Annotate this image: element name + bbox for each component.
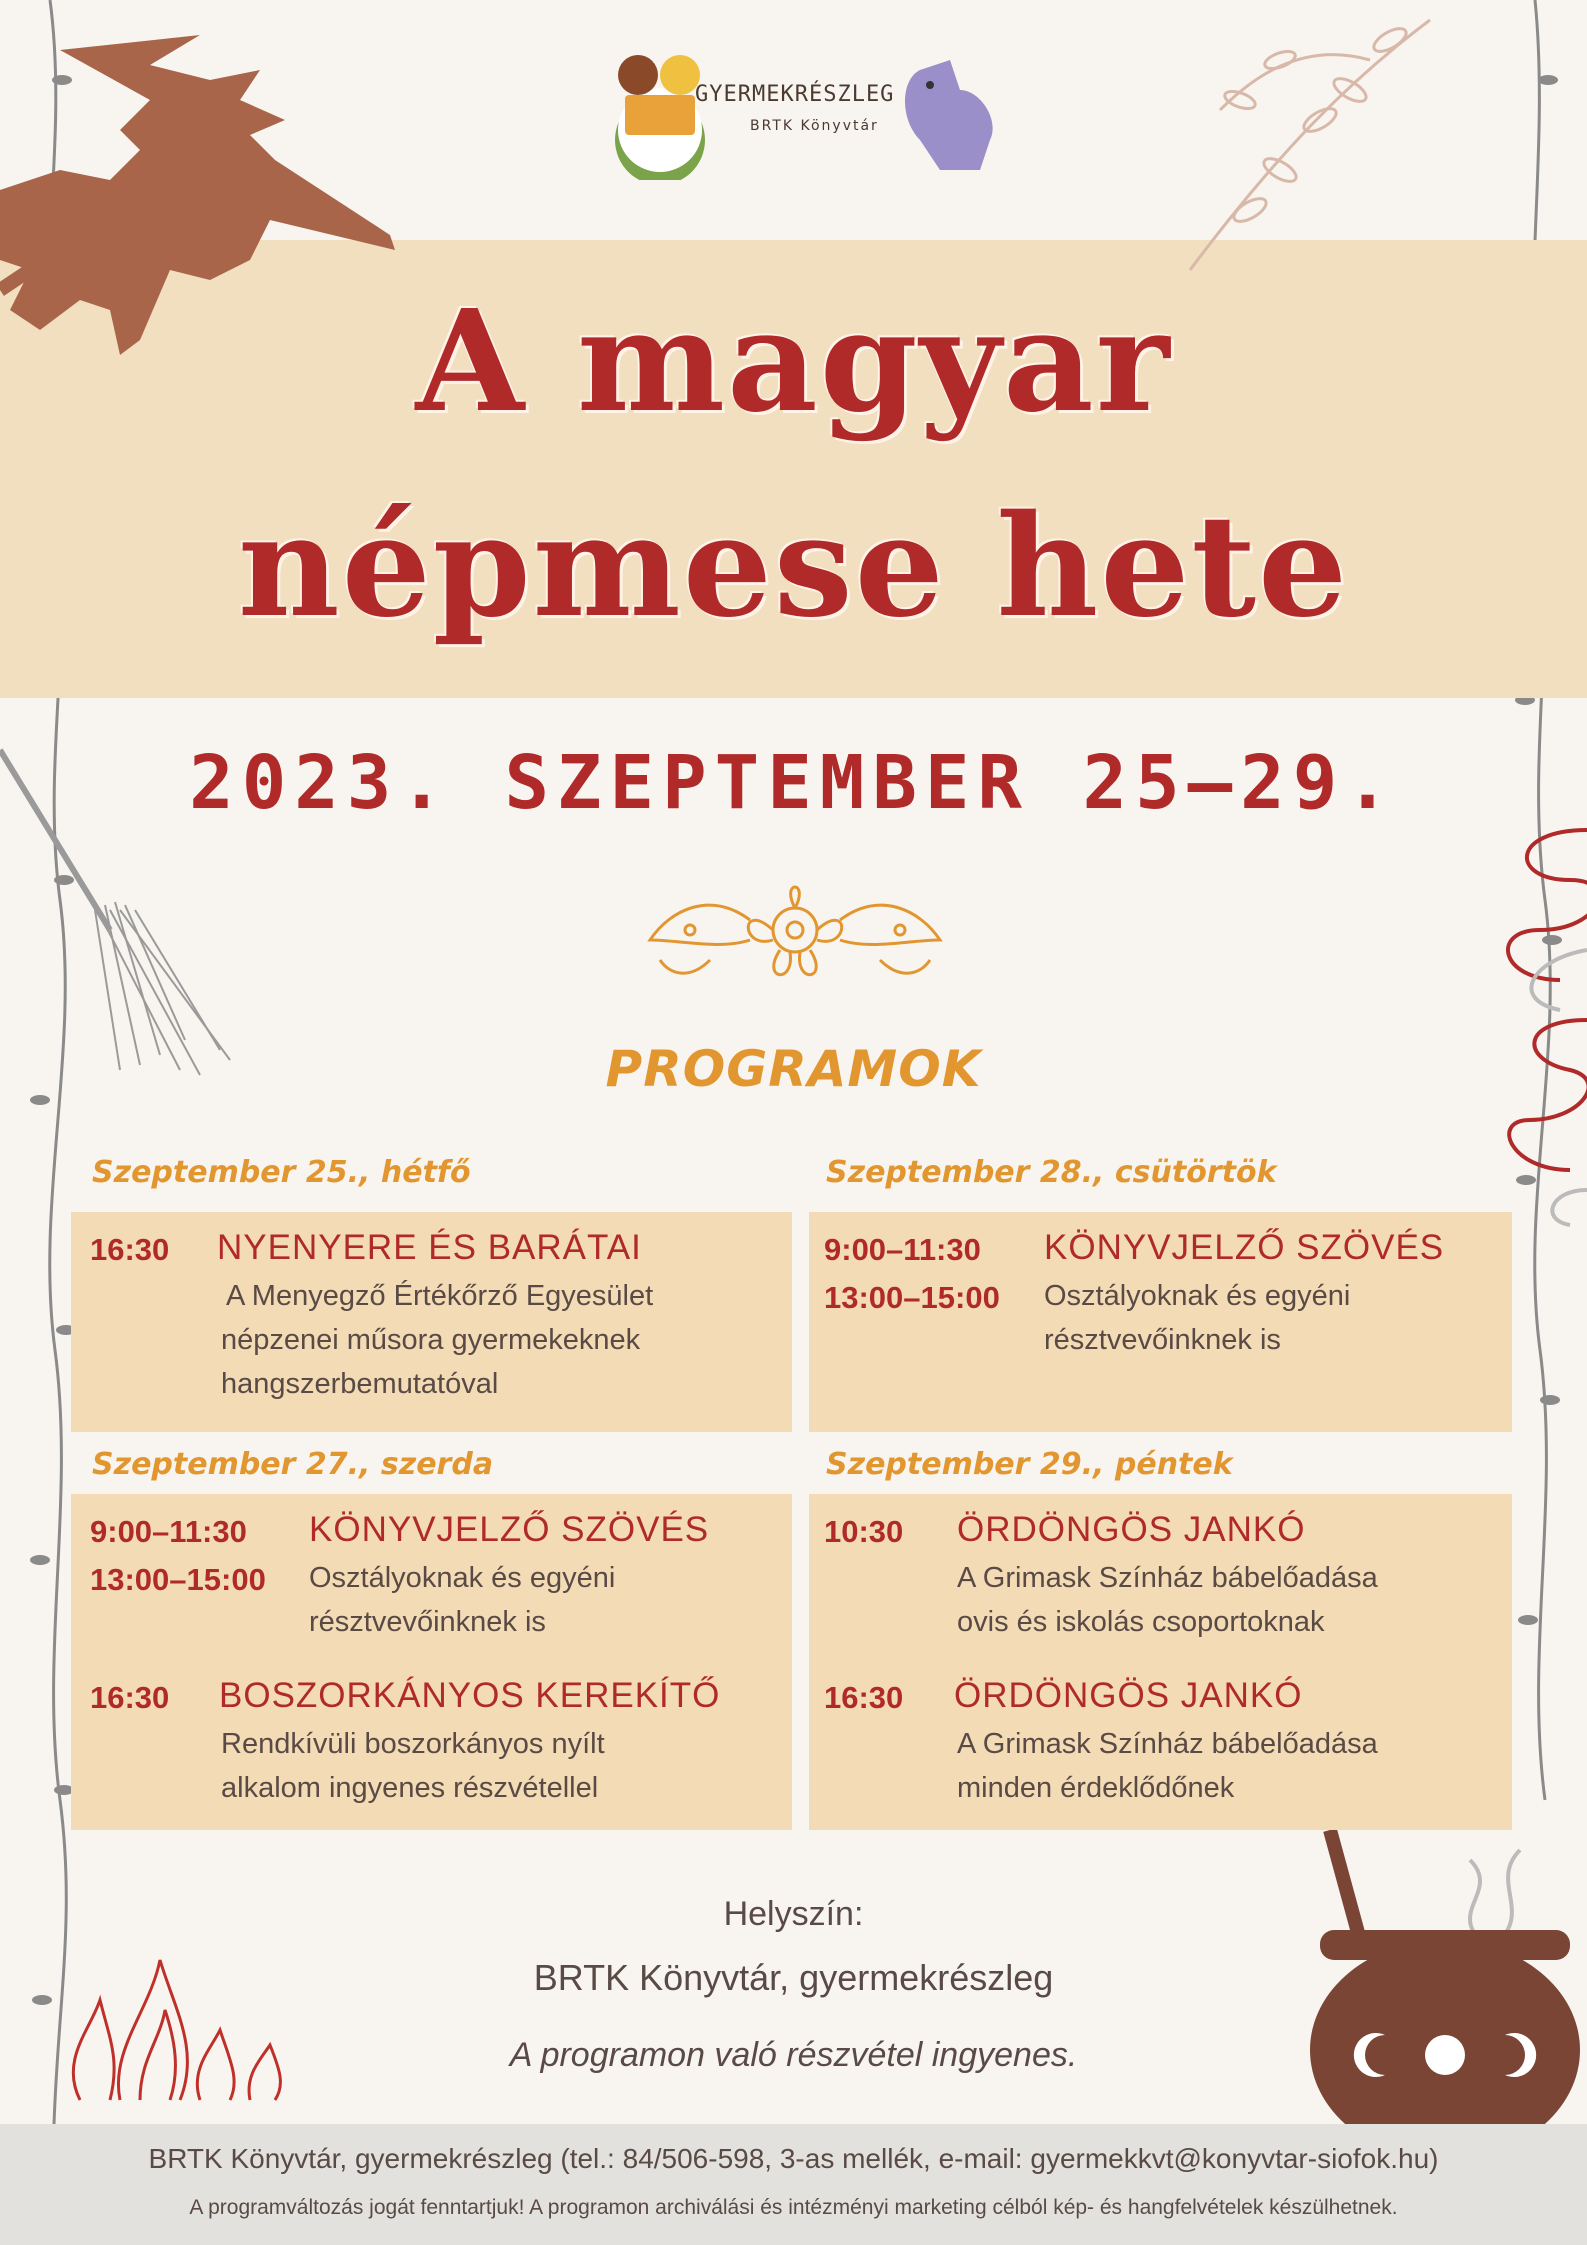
event-title: NYENYERE ÉS BARÁTAI <box>217 1228 642 1267</box>
event-desc-line: A Menyegző Értékőrző Egyesület <box>226 1280 654 1312</box>
logo-name: GYERMEKRÉSZLEG <box>695 82 895 107</box>
event-desc-line: résztvevőinknek is <box>1044 1324 1281 1356</box>
event-konyvjelzo-thu <box>809 1212 1512 1432</box>
logo-sub: BRTK Könyvtár <box>750 118 879 134</box>
event-title: ÖRDÖNGÖS JANKÓ <box>957 1510 1306 1549</box>
title-line-2: népmese hete <box>237 485 1350 649</box>
event-time: 10:30 <box>824 1514 904 1549</box>
event-time: 9:00–11:30 <box>90 1514 247 1549</box>
event-desc-line: résztvevőinknek is <box>309 1606 546 1638</box>
event-boszorkanyos <box>71 1660 792 1830</box>
event-desc-line: A Grimask Színház bábelőadása <box>957 1562 1378 1594</box>
event-desc-line: népzenei műsora gyermekeknek <box>221 1324 641 1356</box>
event-time: 16:30 <box>90 1680 170 1715</box>
floral-ornament-icon <box>630 860 960 1000</box>
library-logo <box>600 30 1020 180</box>
event-title: ÖRDÖNGÖS JANKÓ <box>954 1676 1303 1715</box>
event-desc-line: ovis és iskolás csoportoknak <box>957 1606 1325 1638</box>
event-time: 16:30 <box>824 1680 904 1715</box>
event-time: 13:00–15:00 <box>90 1562 266 1597</box>
event-title: BOSZORKÁNYOS KEREKÍTŐ <box>219 1676 721 1715</box>
branch-decoration <box>1150 0 1450 290</box>
event-title: KÖNYVJELZŐ SZÖVÉS <box>1044 1228 1445 1267</box>
smoke-decoration <box>1450 810 1587 1230</box>
location-place: BRTK Könyvtár, gyermekrészleg <box>533 1957 1054 1998</box>
day-label-sep-27: Szeptember 27., szerda <box>92 1447 494 1482</box>
footer-disclaimer: A programváltozás jogát fenntartjuk! A programon archiválási és intézményi marketing célból kép- és hangfelvételek készülhetnek. <box>189 2196 1398 2219</box>
event-nyenyere <box>71 1212 792 1432</box>
event-ordongos-2 <box>809 1660 1512 1830</box>
location-label: Helyszín: <box>723 1895 864 1933</box>
event-desc-line: A Grimask Színház bábelőadása <box>957 1728 1378 1760</box>
event-time: 16:30 <box>90 1232 170 1267</box>
event-desc-line: Osztályoknak és egyéni <box>309 1562 616 1594</box>
free-entry-note: A programon való részvétel ingyenes. <box>509 2036 1078 2074</box>
event-ordongos-1 <box>809 1494 1512 1664</box>
event-desc-line: Rendkívüli boszorkányos nyílt <box>221 1728 605 1760</box>
event-desc-line: alkalom ingyenes részvétellel <box>221 1772 599 1804</box>
footer-contact: BRTK Könyvtár, gyermekrészleg (tel.: 84/506-598, 3-as mellék, e-mail: gyermekkvt@konyvtar-siofok.hu) <box>148 2143 1439 2174</box>
day-label-sep-29: Szeptember 29., péntek <box>826 1447 1233 1482</box>
event-desc-line: hangszerbemutatóval <box>221 1368 499 1400</box>
day-label-sep-25: Szeptember 25., hétfő <box>92 1155 471 1190</box>
event-title: KÖNYVJELZŐ SZÖVÉS <box>309 1510 710 1549</box>
section-title: PROGRAMOK <box>605 1040 982 1098</box>
event-time: 9:00–11:30 <box>824 1232 981 1267</box>
event-time: 13:00–15:00 <box>824 1280 1000 1315</box>
day-label-sep-28: Szeptember 28., csütörtök <box>826 1155 1277 1190</box>
title-line-1: A magyar <box>415 280 1172 444</box>
event-desc-line: Osztályoknak és egyéni <box>1044 1280 1351 1312</box>
event-desc-line: minden érdeklődőnek <box>957 1772 1235 1804</box>
event-date: 2023. SZEPTEMBER 25–29. <box>189 740 1398 826</box>
